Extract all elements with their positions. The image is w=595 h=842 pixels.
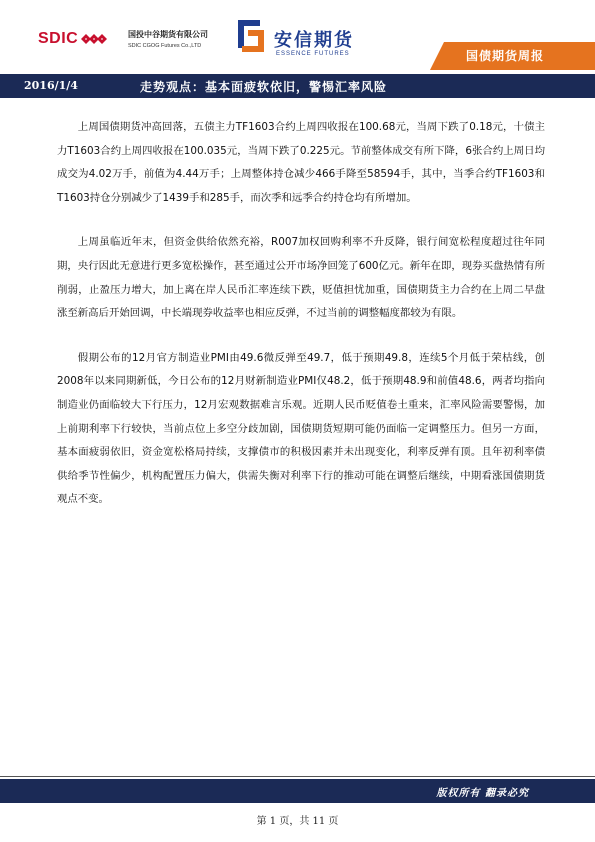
essence-brand-en: ESSENCE FUTURES xyxy=(276,51,350,57)
report-body xyxy=(57,116,545,533)
sdic-company-name xyxy=(128,30,208,50)
copyright-notice: 版权所有 翻录必究 xyxy=(436,788,529,799)
essence-brand-cn: 安信期货 xyxy=(274,30,354,51)
sdic-company-cn: 国投中谷期货有限公司 xyxy=(128,30,208,39)
sdic-logo xyxy=(38,30,109,48)
sdic-company-en: SDIC CGOG Futures Co.,LTD xyxy=(128,43,202,49)
report-date: 2016/1/4 xyxy=(24,79,78,92)
report-title: 走势观点：基本面疲软依旧，警惕汇率风险 xyxy=(140,80,388,94)
report-type-label: 国债期货周报 xyxy=(466,49,545,63)
body-paragraph: 假期公布的12月官方制造业PMI由49.6微反弹至49.7，低于预期49.8，连续5个月低于荣枯线，创2008年以来同期新低，今日公布的12月财新制造业PMI仅48.2，低于预期48.9和前值48.6，两者均指向制造业仍面临较大下行压力，12月宏观数据难言乐观。近期人民币贬值卷土重来，汇率风险需要警惕，加上前期利率下行较快，当前点位上多空分歧加剧，国债期货短期可能仍面临一定调整压力。但另一方面，基本面疲弱依旧，资金宽松格局持续，支撑债市的积极因素并未出现变化，利率反弹有顶。且年初利率债供给季节性偏少，机构配置压力偏大，供需失衡对利率下行的推动可能在调整后继续，中期看涨国债期货观点不变。 xyxy=(57,351,545,506)
essence-logo-icon xyxy=(236,18,266,54)
page-header xyxy=(0,0,595,70)
body-paragraph: 上周虽临近年末，但资金供给依然充裕，R007加权回购利率不升反降，银行间宽松程度超过往年同期，央行因此无意进行更多宽松操作，甚至通过公开市场净回笼了600亿元。新年在即，现券买盘热情有所削弱，止盈压力增大，加上离在岸人民币汇率连续下跌，贬值担忧加重，国债期货主力合约在上周二早盘涨至新高后开始回调，中长端现券收益率也相应反弹，不过当前的调整幅度都较为有限。 xyxy=(57,236,545,320)
body-paragraph: 上周国债期货冲高回落，五债主力TF1603合约上周四收报在100.68元，当周下跌了0.18元，十债主力T1603合约上周四收报在100.035元，当周下跌了0.225元。节前整体成交有所下降，6张合约上周日均成交为4.02万手，前值为4.44万手；上周整体持仓减少466手降至58594手，其中，当季合约TF1603和T1603持仓分别减少了1439手和285手，而次季和远季合约持仓均有所增加。 xyxy=(57,121,545,204)
page-number: 第 1 页，共 11 页 xyxy=(256,816,339,827)
footer-divider xyxy=(0,776,595,777)
sdic-diamond-icon xyxy=(81,32,109,46)
sdic-logo-text: SDIC xyxy=(38,30,79,47)
